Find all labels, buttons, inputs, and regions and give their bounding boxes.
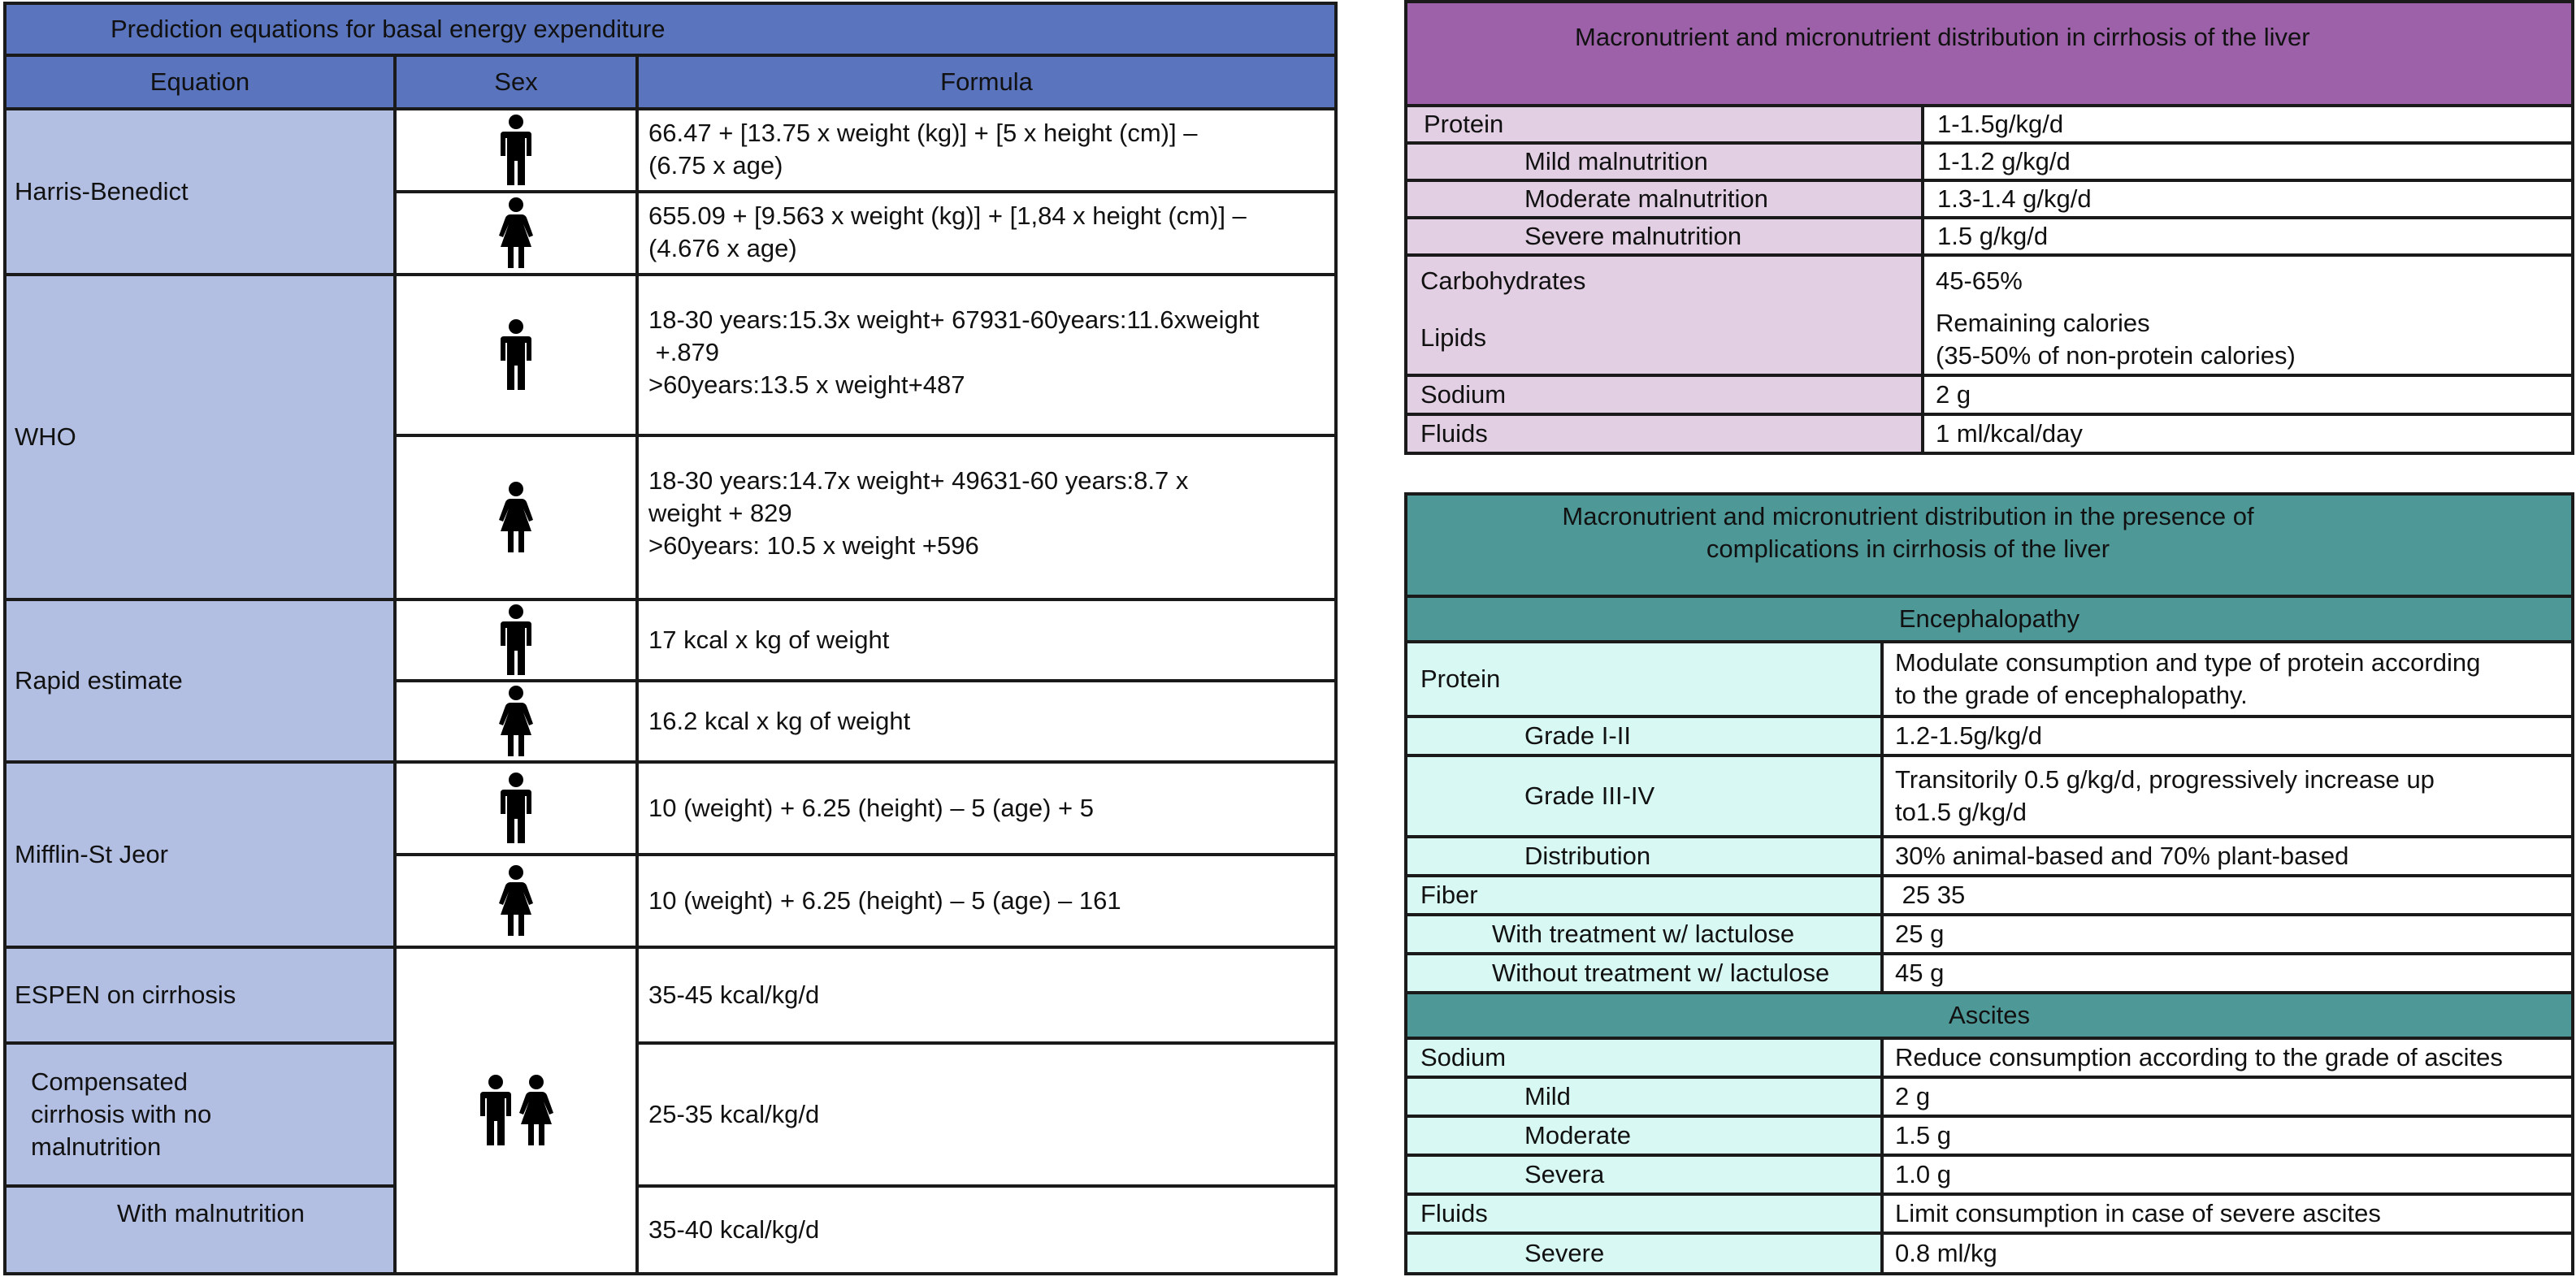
label-severe-malnutrition: Severe malnutrition — [1404, 216, 1924, 257]
sex-cell — [393, 190, 639, 276]
equation-mifflin-st-jeor: Mifflin-St Jeor — [3, 760, 397, 949]
value-cell: 1.5 g/kg/d — [1921, 216, 2574, 257]
label-fiber: Fiber — [1404, 874, 1884, 916]
value-lipids-note: (35-50% of non-protein calories) — [1936, 341, 2296, 370]
label-fluids: Fluids — [1404, 1193, 1884, 1235]
value-cell — [1921, 253, 2574, 377]
female-icon — [496, 864, 536, 937]
value-cell: 2 g — [1880, 1076, 2574, 1118]
value-cell: 1.5 g — [1880, 1115, 2574, 1157]
value-cell: 25 g — [1880, 913, 2574, 955]
value-cell: 25 35 — [1880, 874, 2574, 916]
label-moderate-malnutrition: Moderate malnutrition — [1404, 179, 1924, 219]
label-without-lactulose: Without treatment w/ lactulose — [1404, 952, 1884, 994]
female-icon — [496, 197, 536, 270]
label-distribution: Distribution — [1404, 835, 1884, 877]
sex-cell — [393, 946, 639, 1275]
equation-who: WHO — [3, 273, 397, 601]
equation-rapid-estimate: Rapid estimate — [3, 598, 397, 764]
equation-espen-cirrhosis: ESPEN on cirrhosis — [3, 946, 397, 1045]
male-icon — [496, 604, 536, 677]
formula-cell: 35-45 kcal/kg/d — [635, 946, 1338, 1045]
carbs-lipids-block — [1404, 253, 1924, 377]
label-severe: Severe — [1404, 1232, 1884, 1275]
label-lipids: Lipids — [1420, 323, 1486, 352]
label-moderate: Moderate — [1404, 1115, 1884, 1157]
value-cell: 1.3-1.4 g/kg/d — [1921, 179, 2574, 219]
value-cell: 45 g — [1880, 952, 2574, 994]
formula-cell: 18-30 years:15.3x weight+ 67931-60years:11.6xweight +.879 >60years:13.5 x weight+487 — [635, 273, 1338, 437]
label-carbohydrates: Carbohydrates — [1420, 266, 1586, 295]
bottom-right-title: Macronutrient and micronutrient distribution in the presence of complications in cirrhosis of the liver — [1404, 492, 2574, 598]
formula-cell: 16.2 kcal x kg of weight — [635, 679, 1338, 764]
value-cell: 1-1.2 g/kg/d — [1921, 141, 2574, 182]
formula-cell: 655.09 + [9.563 x weight (kg)] + [1,84 x height (cm)] – (4.676 x age) — [635, 190, 1338, 276]
label-protein: Protein — [1404, 640, 1884, 718]
male-icon — [496, 114, 536, 187]
section-encephalopathy: Encephalopathy — [1404, 595, 2574, 643]
value-carbohydrates: 45-65% — [1936, 266, 2023, 295]
formula-cell: 66.47 + [13.75 x weight (kg)] + [5 x height (cm)] – (6.75 x age) — [635, 107, 1338, 193]
label-grade-iii-iv: Grade III-IV — [1404, 754, 1884, 838]
value-cell: 30% animal-based and 70% plant-based — [1880, 835, 2574, 877]
value-cell: Limit consumption in case of severe ascites — [1880, 1193, 2574, 1235]
label-severa: Severa — [1404, 1154, 1884, 1196]
formula-cell: 10 (weight) + 6.25 (height) – 5 (age) + 5 — [635, 760, 1338, 856]
value-cell: Modulate consumption and type of protein according to the grade of encephalopathy. — [1880, 640, 2574, 718]
male-icon — [496, 318, 536, 392]
value-cell: 1.0 g — [1880, 1154, 2574, 1196]
value-cell: Reduce consumption according to the grade of ascites — [1880, 1037, 2574, 1079]
label-mild-malnutrition: Mild malnutrition — [1404, 141, 1924, 182]
section-ascites: Ascites — [1404, 991, 2574, 1040]
sex-cell — [393, 760, 639, 856]
label-grade-i-ii: Grade I-II — [1404, 715, 1884, 757]
formula-cell: 18-30 years:14.7x weight+ 49631-60 years:8.7 x weight + 829 >60years: 10.5 x weight +596 — [635, 434, 1338, 601]
label-sodium: Sodium — [1404, 1037, 1884, 1079]
sex-cell — [393, 273, 639, 437]
label-with-lactulose: With treatment w/ lactulose — [1404, 913, 1884, 955]
female-icon — [496, 481, 536, 554]
formula-cell: 17 kcal x kg of weight — [635, 598, 1338, 682]
male-female-icon — [475, 1074, 557, 1147]
value-cell: 1.2-1.5g/kg/d — [1880, 715, 2574, 757]
header-formula: Formula — [635, 54, 1338, 110]
top-right-title: Macronutrient and micronutrient distribution in cirrhosis of the liver — [1404, 0, 2574, 107]
label-fluids: Fluids — [1404, 413, 1924, 455]
sex-cell — [393, 853, 639, 949]
sex-cell — [393, 107, 639, 193]
value-cell: Transitorily 0.5 g/kg/d, progressively increase up to1.5 g/kg/d — [1880, 754, 2574, 838]
formula-cell: 10 (weight) + 6.25 (height) – 5 (age) – 161 — [635, 853, 1338, 949]
value-lipids: Remaining calories — [1936, 309, 2150, 337]
value-cell: 1 ml/kcal/day — [1921, 413, 2574, 455]
value-cell: 1-1.5g/kg/d — [1921, 104, 2574, 145]
male-icon — [496, 772, 536, 845]
sex-cell — [393, 679, 639, 764]
sex-cell — [393, 434, 639, 601]
formula-cell: 35-40 kcal/kg/d — [635, 1184, 1338, 1275]
value-cell: 2 g — [1921, 374, 2574, 416]
formula-cell: 25-35 kcal/kg/d — [635, 1041, 1338, 1188]
equation-harris-benedict: Harris-Benedict — [3, 107, 397, 276]
equation-compensated-cirrhosis: Compensated cirrhosis with no malnutrition — [3, 1041, 397, 1188]
left-table-title: Prediction equations for basal energy expenditure — [3, 2, 1338, 57]
header-equation: Equation — [3, 54, 397, 110]
label-mild: Mild — [1404, 1076, 1884, 1118]
female-icon — [496, 685, 536, 758]
value-cell: 0.8 ml/kg — [1880, 1232, 2574, 1275]
header-sex: Sex — [393, 54, 639, 110]
equation-with-malnutrition: With malnutrition — [3, 1184, 397, 1275]
label-protein: Protein — [1404, 104, 1924, 145]
label-sodium: Sodium — [1404, 374, 1924, 416]
sex-cell — [393, 598, 639, 682]
